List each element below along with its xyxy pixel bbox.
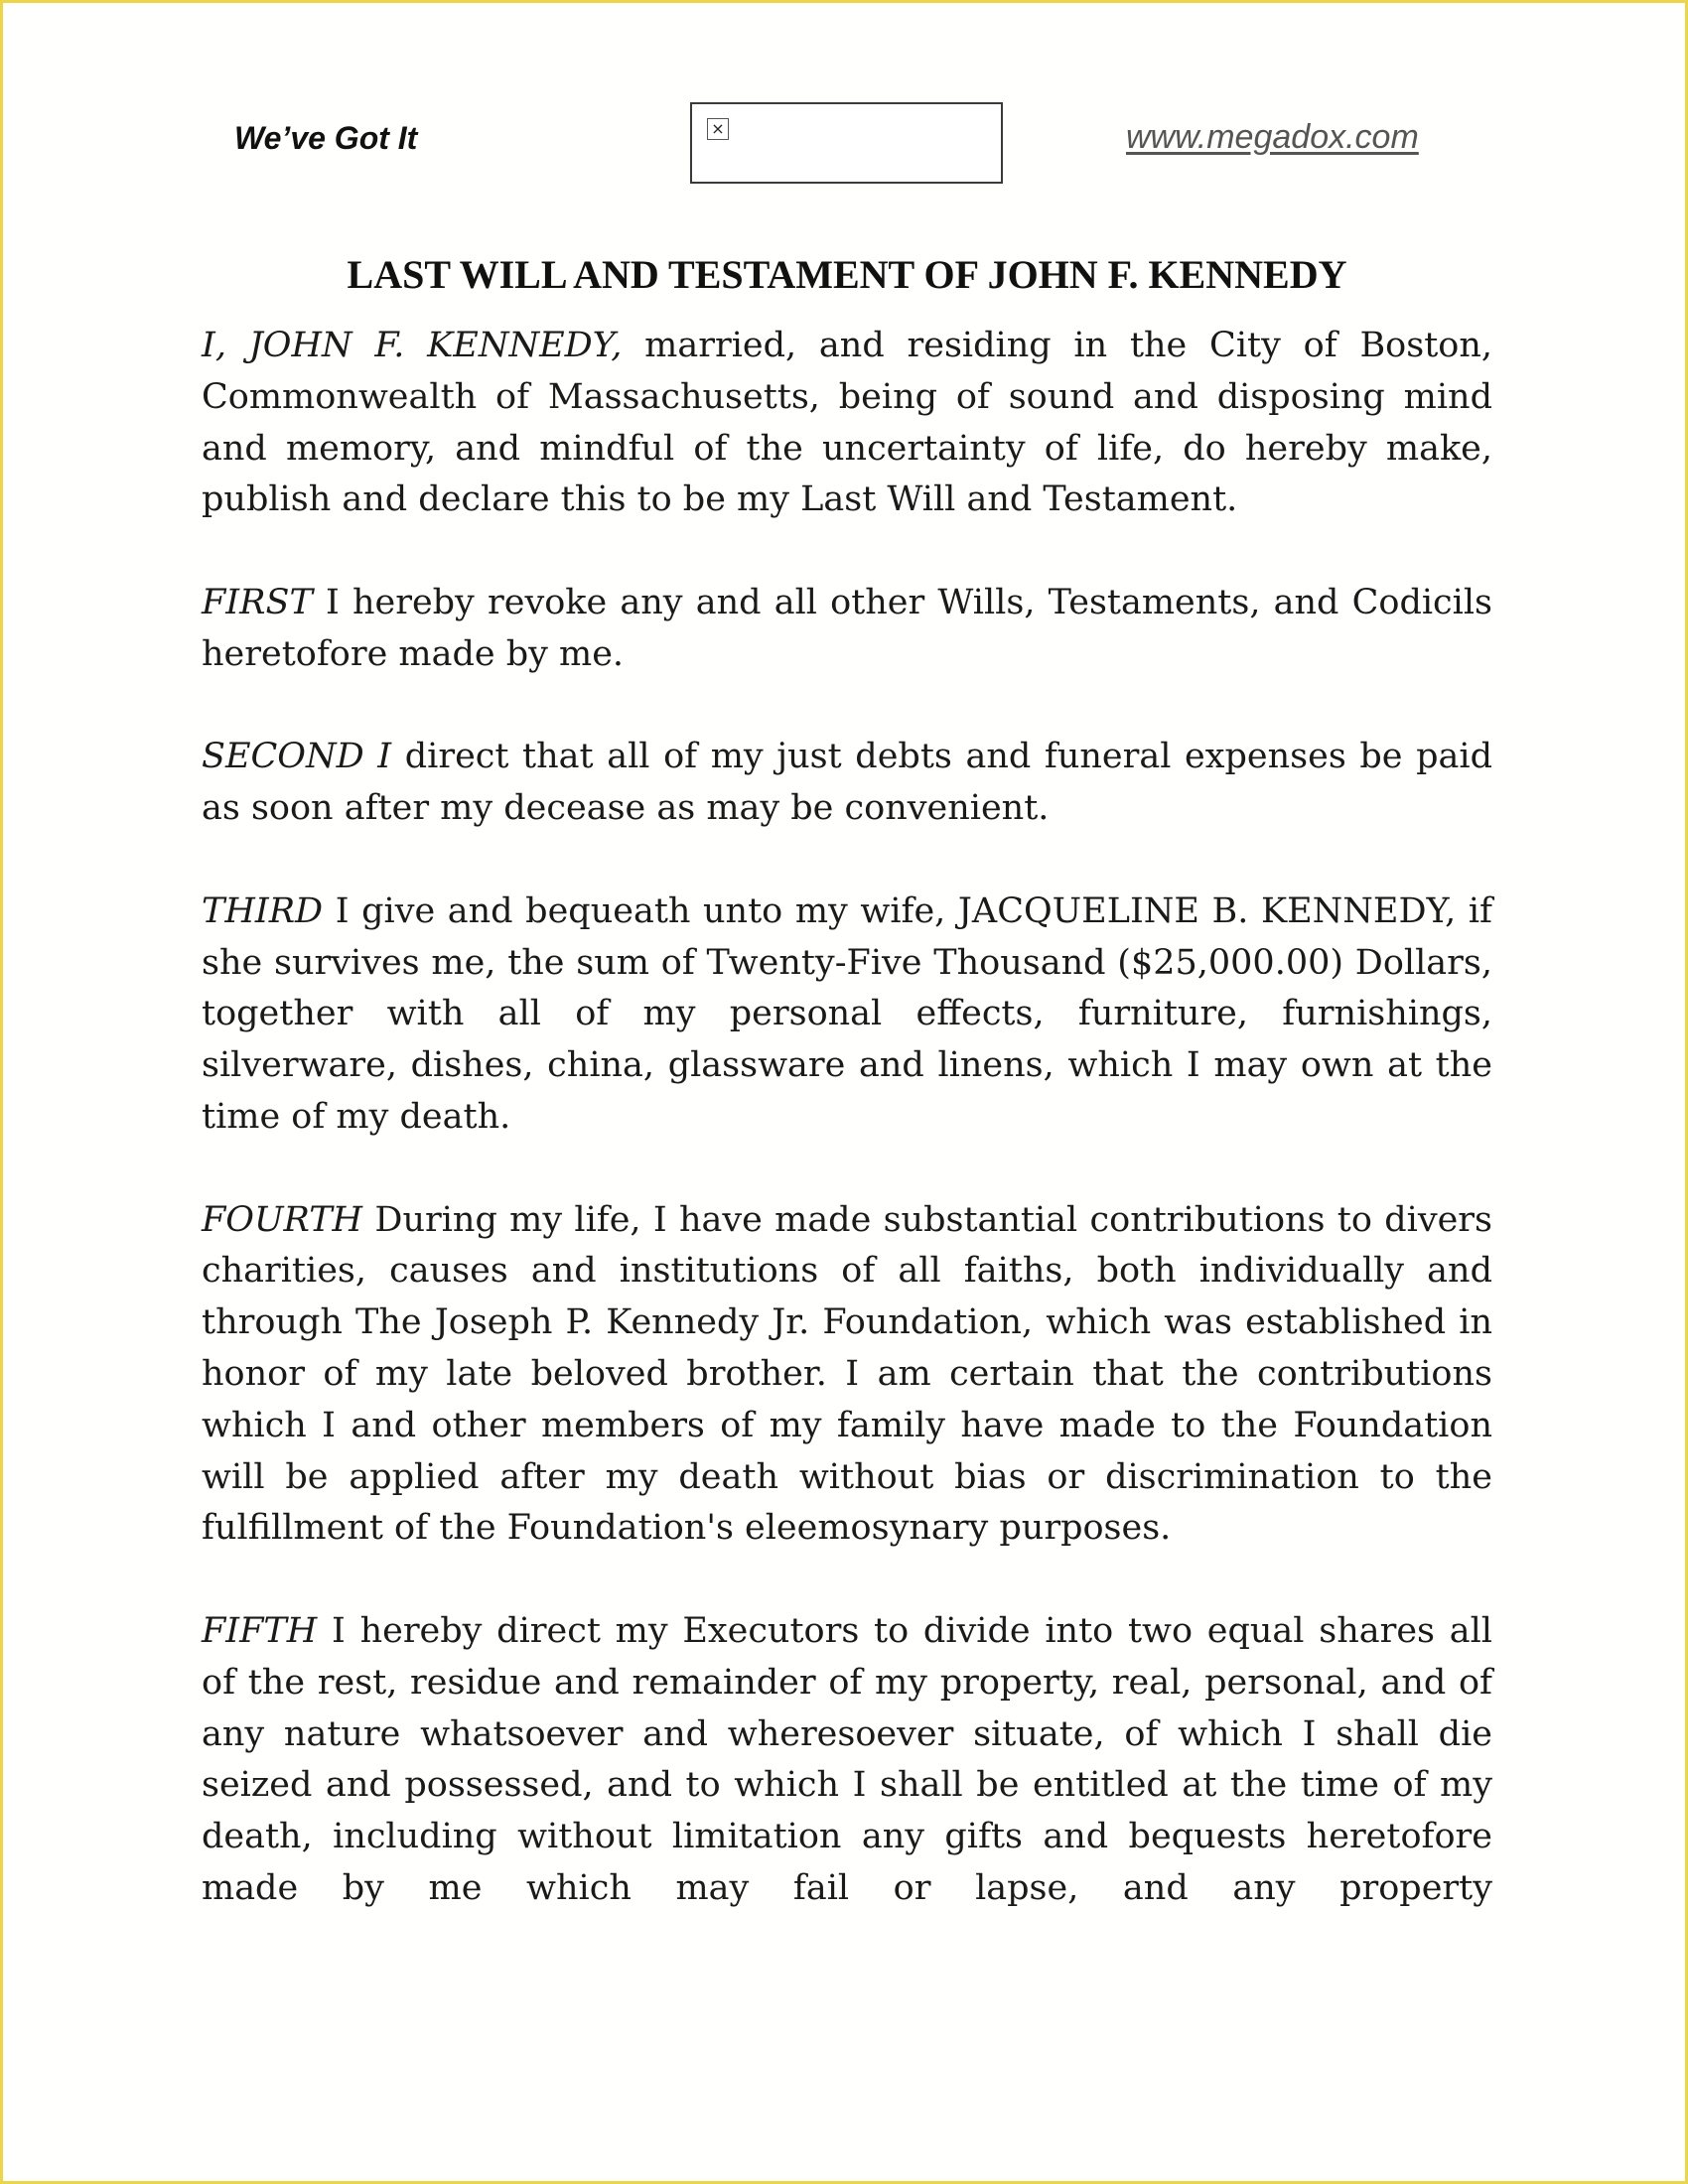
paragraph-text: I give and bequeath unto my wife, JACQUELINE B. KENNEDY, if she survives me, the sum of Twenty-Five Thousand ($25,000.00) Dollars, together with all of my personal effects, furniture, furnishings, silverware, dishes, china, glassware and linens, which I may own at the time of my death.	[202, 890, 1492, 1137]
paragraph-text: I hereby revoke any and all other Wills, Testaments, and Codicils heretofore made by me.	[202, 582, 1492, 674]
broken-image-icon: ×	[707, 118, 729, 140]
paragraph-first	[202, 578, 1492, 681]
paragraph-fifth	[202, 1606, 1492, 1915]
paragraph-fourth	[202, 1195, 1492, 1556]
header-tagline: We’ve Got It	[234, 120, 418, 156]
paragraph-third	[202, 887, 1492, 1144]
paragraph-lead: FIFTH	[202, 1610, 318, 1651]
paragraph-text: I hereby direct my Executors to divide into two equal shares all of the rest, residue and remainder of my property, real, personal, and of any nature whatsoever and wheresoever situate, of which I shall die seized and possessed, and to which I shall be entitled at the time of my death, including without limitation any gifts and bequests heretofore made by me which may fail or lapse, and any property	[202, 1610, 1492, 1908]
paragraph-lead: I, JOHN F. KENNEDY,	[202, 326, 623, 365]
header-website-link[interactable]: www.megadox.com	[1126, 118, 1419, 156]
paragraph-lead: FOURTH	[202, 1199, 363, 1240]
paragraph-lead: FIRST	[202, 582, 313, 622]
paragraph-text: direct that all of my just debts and funeral expenses be paid as soon after my decease as may be convenient.	[202, 737, 1492, 829]
paragraph-second	[202, 732, 1492, 835]
document-body	[202, 321, 1492, 1915]
document-title: LAST WILL AND TESTAMENT OF JOHN F. KENNEDY	[347, 252, 1347, 297]
header-logo-placeholder	[690, 102, 1003, 184]
paragraph-intro	[202, 321, 1492, 526]
paragraph-lead: SECOND I	[202, 737, 392, 777]
paragraph-text: During my life, I have made substantial contributions to divers charities, causes and institutions of all faiths, both individually and through The Joseph P. Kennedy Jr. Foundation, which was established in honor of my late beloved brother. I am certain that the contributions which I and other members of my family have made to the Foundation will be applied after my death without bias or discrimination to the fulfillment of the Foundation's eleemosynary purposes.	[202, 1199, 1492, 1549]
paragraph-text: married, and residing in the City of Boston, Commonwealth of Massachusetts, being of sound and disposing mind and memory, and mindful of the uncertainty of life, do hereby make, publish and declare this to be my Last Will and Testament.	[202, 326, 1492, 520]
paragraph-lead: THIRD	[202, 890, 324, 931]
